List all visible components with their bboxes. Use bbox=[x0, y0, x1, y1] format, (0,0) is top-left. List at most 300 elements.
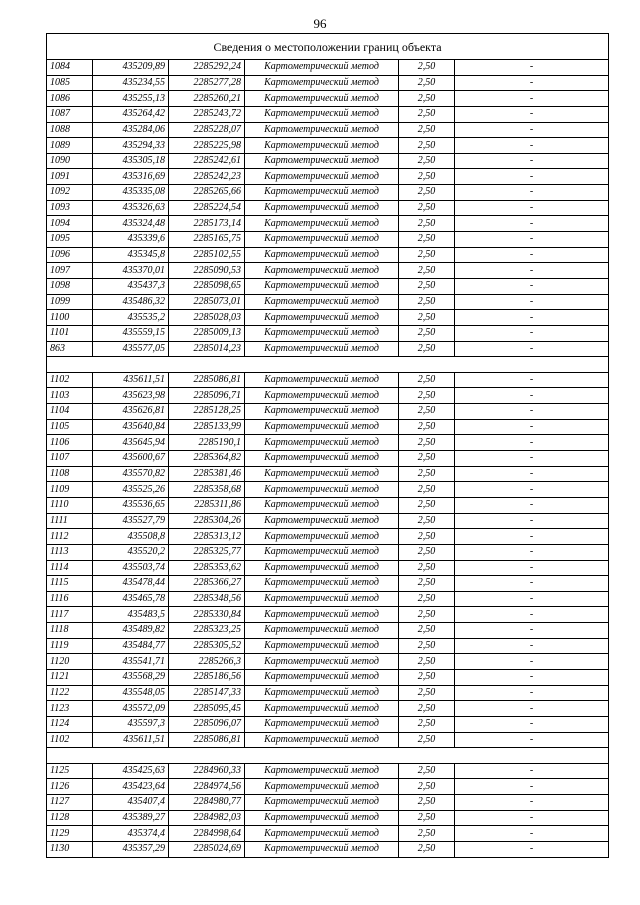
precision-cell: 2,50 bbox=[399, 325, 455, 341]
method-cell: Картометрический метод bbox=[245, 294, 399, 310]
description-cell: - bbox=[455, 576, 609, 592]
table-row bbox=[47, 576, 609, 592]
point-number-cell: 1088 bbox=[47, 122, 93, 138]
x-coordinate-cell: 435316,69 bbox=[93, 169, 169, 185]
x-coordinate-cell: 435597,3 bbox=[93, 716, 169, 732]
y-coordinate-cell: 2285381,46 bbox=[169, 466, 245, 482]
point-number-cell: 1101 bbox=[47, 325, 93, 341]
precision-cell: 2,50 bbox=[399, 310, 455, 326]
point-number-cell: 1089 bbox=[47, 138, 93, 154]
x-coordinate-cell: 435255,13 bbox=[93, 91, 169, 107]
x-coordinate-cell: 435264,42 bbox=[93, 106, 169, 122]
y-coordinate-cell: 2285096,71 bbox=[169, 388, 245, 404]
table-row bbox=[47, 200, 609, 216]
table-row bbox=[47, 810, 609, 826]
method-cell: Картометрический метод bbox=[245, 529, 399, 545]
description-cell: - bbox=[455, 247, 609, 263]
precision-cell: 2,50 bbox=[399, 623, 455, 639]
x-coordinate-cell: 435284,06 bbox=[93, 122, 169, 138]
description-cell: - bbox=[455, 716, 609, 732]
precision-cell: 2,50 bbox=[399, 716, 455, 732]
precision-cell: 2,50 bbox=[399, 842, 455, 858]
method-cell: Картометрический метод bbox=[245, 513, 399, 529]
point-number-cell: 1090 bbox=[47, 153, 93, 169]
method-cell: Картометрический метод bbox=[245, 200, 399, 216]
point-number-cell: 1084 bbox=[47, 60, 93, 76]
point-number-cell: 1113 bbox=[47, 544, 93, 560]
precision-cell: 2,50 bbox=[399, 810, 455, 826]
x-coordinate-cell: 435611,51 bbox=[93, 372, 169, 388]
table-row bbox=[47, 497, 609, 513]
precision-cell: 2,50 bbox=[399, 294, 455, 310]
method-cell: Картометрический метод bbox=[245, 607, 399, 623]
table-row bbox=[47, 372, 609, 388]
x-coordinate-cell: 435425,63 bbox=[93, 763, 169, 779]
precision-cell: 2,50 bbox=[399, 638, 455, 654]
precision-cell: 2,50 bbox=[399, 75, 455, 91]
table-row bbox=[47, 310, 609, 326]
table-row bbox=[47, 779, 609, 795]
method-cell: Картометрический метод bbox=[245, 122, 399, 138]
table-row bbox=[47, 341, 609, 357]
x-coordinate-cell: 435570,82 bbox=[93, 466, 169, 482]
precision-cell: 2,50 bbox=[399, 685, 455, 701]
description-cell: - bbox=[455, 544, 609, 560]
table-row bbox=[47, 278, 609, 294]
method-cell: Картометрический метод bbox=[245, 576, 399, 592]
method-cell: Картометрический метод bbox=[245, 325, 399, 341]
group-separator-cell bbox=[47, 357, 609, 373]
table-row bbox=[47, 591, 609, 607]
precision-cell: 2,50 bbox=[399, 216, 455, 232]
table-row bbox=[47, 842, 609, 858]
x-coordinate-cell: 435478,44 bbox=[93, 576, 169, 592]
y-coordinate-cell: 2285330,84 bbox=[169, 607, 245, 623]
table-row bbox=[47, 732, 609, 748]
y-coordinate-cell: 2285014,23 bbox=[169, 341, 245, 357]
method-cell: Картометрический метод bbox=[245, 654, 399, 670]
precision-cell: 2,50 bbox=[399, 591, 455, 607]
method-cell: Картометрический метод bbox=[245, 138, 399, 154]
x-coordinate-cell: 435489,82 bbox=[93, 623, 169, 639]
method-cell: Картометрический метод bbox=[245, 544, 399, 560]
description-cell: - bbox=[455, 294, 609, 310]
method-cell: Картометрический метод bbox=[245, 216, 399, 232]
table-row bbox=[47, 716, 609, 732]
description-cell: - bbox=[455, 200, 609, 216]
y-coordinate-cell: 2285277,28 bbox=[169, 75, 245, 91]
table-row bbox=[47, 654, 609, 670]
point-number-cell: 1126 bbox=[47, 779, 93, 795]
table-row bbox=[47, 153, 609, 169]
precision-cell: 2,50 bbox=[399, 60, 455, 76]
point-number-cell: 1116 bbox=[47, 591, 93, 607]
precision-cell: 2,50 bbox=[399, 435, 455, 451]
point-number-cell: 1124 bbox=[47, 716, 93, 732]
table-title-row bbox=[47, 34, 609, 60]
precision-cell: 2,50 bbox=[399, 388, 455, 404]
description-cell: - bbox=[455, 607, 609, 623]
point-number-cell: 1118 bbox=[47, 623, 93, 639]
method-cell: Картометрический метод bbox=[245, 247, 399, 263]
point-number-cell: 1122 bbox=[47, 685, 93, 701]
description-cell: - bbox=[455, 451, 609, 467]
x-coordinate-cell: 435503,74 bbox=[93, 560, 169, 576]
method-cell: Картометрический метод bbox=[245, 278, 399, 294]
x-coordinate-cell: 435357,29 bbox=[93, 842, 169, 858]
table-body bbox=[47, 34, 609, 858]
description-cell: - bbox=[455, 232, 609, 248]
description-cell: - bbox=[455, 701, 609, 717]
point-number-cell: 1114 bbox=[47, 560, 93, 576]
table-row bbox=[47, 701, 609, 717]
description-cell: - bbox=[455, 106, 609, 122]
x-coordinate-cell: 435335,08 bbox=[93, 185, 169, 201]
y-coordinate-cell: 2285024,69 bbox=[169, 842, 245, 858]
method-cell: Картометрический метод bbox=[245, 153, 399, 169]
y-coordinate-cell: 2285353,62 bbox=[169, 560, 245, 576]
method-cell: Картометрический метод bbox=[245, 623, 399, 639]
description-cell: - bbox=[455, 669, 609, 685]
point-number-cell: 1128 bbox=[47, 810, 93, 826]
table-row bbox=[47, 795, 609, 811]
x-coordinate-cell: 435465,78 bbox=[93, 591, 169, 607]
y-coordinate-cell: 2285009,13 bbox=[169, 325, 245, 341]
point-number-cell: 1115 bbox=[47, 576, 93, 592]
precision-cell: 2,50 bbox=[399, 779, 455, 795]
x-coordinate-cell: 435209,89 bbox=[93, 60, 169, 76]
x-coordinate-cell: 435486,32 bbox=[93, 294, 169, 310]
point-number-cell: 1102 bbox=[47, 732, 93, 748]
x-coordinate-cell: 435626,81 bbox=[93, 404, 169, 420]
table-row bbox=[47, 482, 609, 498]
y-coordinate-cell: 2285325,77 bbox=[169, 544, 245, 560]
table-row bbox=[47, 75, 609, 91]
method-cell: Картометрический метод bbox=[245, 482, 399, 498]
y-coordinate-cell: 2285098,65 bbox=[169, 278, 245, 294]
method-cell: Картометрический метод bbox=[245, 842, 399, 858]
table-row bbox=[47, 122, 609, 138]
page-number: 96 bbox=[313, 16, 327, 31]
description-cell: - bbox=[455, 278, 609, 294]
y-coordinate-cell: 2284960,33 bbox=[169, 763, 245, 779]
precision-cell: 2,50 bbox=[399, 482, 455, 498]
description-cell: - bbox=[455, 732, 609, 748]
table-row bbox=[47, 623, 609, 639]
table-row bbox=[47, 404, 609, 420]
precision-cell: 2,50 bbox=[399, 560, 455, 576]
precision-cell: 2,50 bbox=[399, 466, 455, 482]
point-number-cell: 1087 bbox=[47, 106, 93, 122]
point-number-cell: 1098 bbox=[47, 278, 93, 294]
description-cell: - bbox=[455, 122, 609, 138]
point-number-cell: 863 bbox=[47, 341, 93, 357]
y-coordinate-cell: 2285265,66 bbox=[169, 185, 245, 201]
method-cell: Картометрический метод bbox=[245, 732, 399, 748]
precision-cell: 2,50 bbox=[399, 576, 455, 592]
description-cell: - bbox=[455, 60, 609, 76]
description-cell: - bbox=[455, 779, 609, 795]
x-coordinate-cell: 435484,77 bbox=[93, 638, 169, 654]
precision-cell: 2,50 bbox=[399, 138, 455, 154]
description-cell: - bbox=[455, 75, 609, 91]
x-coordinate-cell: 435294,33 bbox=[93, 138, 169, 154]
y-coordinate-cell: 2285311,86 bbox=[169, 497, 245, 513]
method-cell: Картометрический метод bbox=[245, 795, 399, 811]
method-cell: Картометрический метод bbox=[245, 75, 399, 91]
y-coordinate-cell: 2285090,53 bbox=[169, 263, 245, 279]
x-coordinate-cell: 435577,05 bbox=[93, 341, 169, 357]
method-cell: Картометрический метод bbox=[245, 591, 399, 607]
precision-cell: 2,50 bbox=[399, 607, 455, 623]
point-number-cell: 1108 bbox=[47, 466, 93, 482]
description-cell: - bbox=[455, 685, 609, 701]
precision-cell: 2,50 bbox=[399, 341, 455, 357]
precision-cell: 2,50 bbox=[399, 701, 455, 717]
point-number-cell: 1100 bbox=[47, 310, 93, 326]
method-cell: Картометрический метод bbox=[245, 91, 399, 107]
description-cell: - bbox=[455, 623, 609, 639]
y-coordinate-cell: 2285224,54 bbox=[169, 200, 245, 216]
precision-cell: 2,50 bbox=[399, 232, 455, 248]
precision-cell: 2,50 bbox=[399, 763, 455, 779]
table-row bbox=[47, 388, 609, 404]
y-coordinate-cell: 2285266,3 bbox=[169, 654, 245, 670]
table-row bbox=[47, 466, 609, 482]
method-cell: Картометрический метод bbox=[245, 435, 399, 451]
x-coordinate-cell: 435520,2 bbox=[93, 544, 169, 560]
x-coordinate-cell: 435423,64 bbox=[93, 779, 169, 795]
x-coordinate-cell: 435324,48 bbox=[93, 216, 169, 232]
precision-cell: 2,50 bbox=[399, 654, 455, 670]
y-coordinate-cell: 2285313,12 bbox=[169, 529, 245, 545]
method-cell: Картометрический метод bbox=[245, 763, 399, 779]
description-cell: - bbox=[455, 497, 609, 513]
precision-cell: 2,50 bbox=[399, 419, 455, 435]
table-row bbox=[47, 247, 609, 263]
precision-cell: 2,50 bbox=[399, 185, 455, 201]
precision-cell: 2,50 bbox=[399, 372, 455, 388]
y-coordinate-cell: 2284982,03 bbox=[169, 810, 245, 826]
x-coordinate-cell: 435640,84 bbox=[93, 419, 169, 435]
description-cell: - bbox=[455, 591, 609, 607]
precision-cell: 2,50 bbox=[399, 669, 455, 685]
y-coordinate-cell: 2285173,14 bbox=[169, 216, 245, 232]
point-number-cell: 1111 bbox=[47, 513, 93, 529]
table-row bbox=[47, 826, 609, 842]
method-cell: Картометрический метод bbox=[245, 106, 399, 122]
method-cell: Картометрический метод bbox=[245, 388, 399, 404]
table-row bbox=[47, 216, 609, 232]
table-row bbox=[47, 451, 609, 467]
method-cell: Картометрический метод bbox=[245, 372, 399, 388]
description-cell: - bbox=[455, 654, 609, 670]
description-cell: - bbox=[455, 388, 609, 404]
x-coordinate-cell: 435374,4 bbox=[93, 826, 169, 842]
point-number-cell: 1125 bbox=[47, 763, 93, 779]
description-cell: - bbox=[455, 325, 609, 341]
method-cell: Картометрический метод bbox=[245, 263, 399, 279]
table-row bbox=[47, 325, 609, 341]
method-cell: Картометрический метод bbox=[245, 826, 399, 842]
method-cell: Картометрический метод bbox=[245, 451, 399, 467]
description-cell: - bbox=[455, 310, 609, 326]
x-coordinate-cell: 435483,5 bbox=[93, 607, 169, 623]
point-number-cell: 1091 bbox=[47, 169, 93, 185]
y-coordinate-cell: 2285028,03 bbox=[169, 310, 245, 326]
description-cell: - bbox=[455, 169, 609, 185]
method-cell: Картометрический метод bbox=[245, 669, 399, 685]
x-coordinate-cell: 435536,65 bbox=[93, 497, 169, 513]
table-row bbox=[47, 685, 609, 701]
y-coordinate-cell: 2285292,24 bbox=[169, 60, 245, 76]
table-row bbox=[47, 669, 609, 685]
x-coordinate-cell: 435568,29 bbox=[93, 669, 169, 685]
table-row bbox=[47, 263, 609, 279]
x-coordinate-cell: 435572,09 bbox=[93, 701, 169, 717]
table-row bbox=[47, 232, 609, 248]
description-cell: - bbox=[455, 842, 609, 858]
y-coordinate-cell: 2285186,56 bbox=[169, 669, 245, 685]
x-coordinate-cell: 435600,67 bbox=[93, 451, 169, 467]
y-coordinate-cell: 2284980,77 bbox=[169, 795, 245, 811]
y-coordinate-cell: 2285304,26 bbox=[169, 513, 245, 529]
point-number-cell: 1130 bbox=[47, 842, 93, 858]
description-cell: - bbox=[455, 372, 609, 388]
method-cell: Картометрический метод bbox=[245, 779, 399, 795]
table-title: Сведения о местоположении границ объекта bbox=[47, 34, 609, 60]
x-coordinate-cell: 435305,18 bbox=[93, 153, 169, 169]
y-coordinate-cell: 2285095,45 bbox=[169, 701, 245, 717]
y-coordinate-cell: 2285242,61 bbox=[169, 153, 245, 169]
y-coordinate-cell: 2285323,25 bbox=[169, 623, 245, 639]
x-coordinate-cell: 435527,79 bbox=[93, 513, 169, 529]
point-number-cell: 1123 bbox=[47, 701, 93, 717]
point-number-cell: 1121 bbox=[47, 669, 93, 685]
precision-cell: 2,50 bbox=[399, 247, 455, 263]
description-cell: - bbox=[455, 435, 609, 451]
description-cell: - bbox=[455, 138, 609, 154]
method-cell: Картометрический метод bbox=[245, 560, 399, 576]
point-number-cell: 1097 bbox=[47, 263, 93, 279]
y-coordinate-cell: 2285190,1 bbox=[169, 435, 245, 451]
description-cell: - bbox=[455, 560, 609, 576]
table-row bbox=[47, 169, 609, 185]
table-row bbox=[47, 294, 609, 310]
table-row bbox=[47, 435, 609, 451]
x-coordinate-cell: 435389,27 bbox=[93, 810, 169, 826]
description-cell: - bbox=[455, 513, 609, 529]
group-separator-cell bbox=[47, 748, 609, 764]
description-cell: - bbox=[455, 216, 609, 232]
point-number-cell: 1120 bbox=[47, 654, 93, 670]
y-coordinate-cell: 2285305,52 bbox=[169, 638, 245, 654]
x-coordinate-cell: 435623,98 bbox=[93, 388, 169, 404]
precision-cell: 2,50 bbox=[399, 106, 455, 122]
point-number-cell: 1109 bbox=[47, 482, 93, 498]
description-cell: - bbox=[455, 638, 609, 654]
precision-cell: 2,50 bbox=[399, 732, 455, 748]
method-cell: Картометрический метод bbox=[245, 169, 399, 185]
method-cell: Картометрический метод bbox=[245, 232, 399, 248]
table-row bbox=[47, 529, 609, 545]
precision-cell: 2,50 bbox=[399, 122, 455, 138]
y-coordinate-cell: 2285225,98 bbox=[169, 138, 245, 154]
x-coordinate-cell: 435559,15 bbox=[93, 325, 169, 341]
precision-cell: 2,50 bbox=[399, 91, 455, 107]
method-cell: Картометрический метод bbox=[245, 185, 399, 201]
table-row bbox=[47, 763, 609, 779]
precision-cell: 2,50 bbox=[399, 513, 455, 529]
point-number-cell: 1093 bbox=[47, 200, 93, 216]
precision-cell: 2,50 bbox=[399, 278, 455, 294]
precision-cell: 2,50 bbox=[399, 451, 455, 467]
precision-cell: 2,50 bbox=[399, 497, 455, 513]
point-number-cell: 1119 bbox=[47, 638, 93, 654]
description-cell: - bbox=[455, 763, 609, 779]
x-coordinate-cell: 435339,6 bbox=[93, 232, 169, 248]
description-cell: - bbox=[455, 263, 609, 279]
y-coordinate-cell: 2285133,99 bbox=[169, 419, 245, 435]
precision-cell: 2,50 bbox=[399, 169, 455, 185]
point-number-cell: 1095 bbox=[47, 232, 93, 248]
method-cell: Картометрический метод bbox=[245, 310, 399, 326]
point-number-cell: 1085 bbox=[47, 75, 93, 91]
point-number-cell: 1103 bbox=[47, 388, 93, 404]
table-row bbox=[47, 607, 609, 623]
point-number-cell: 1110 bbox=[47, 497, 93, 513]
y-coordinate-cell: 2284974,56 bbox=[169, 779, 245, 795]
point-number-cell: 1117 bbox=[47, 607, 93, 623]
method-cell: Картометрический метод bbox=[245, 60, 399, 76]
method-cell: Картометрический метод bbox=[245, 419, 399, 435]
point-number-cell: 1112 bbox=[47, 529, 93, 545]
boundary-coordinates-table bbox=[46, 33, 609, 858]
y-coordinate-cell: 2285366,27 bbox=[169, 576, 245, 592]
point-number-cell: 1099 bbox=[47, 294, 93, 310]
x-coordinate-cell: 435508,8 bbox=[93, 529, 169, 545]
precision-cell: 2,50 bbox=[399, 263, 455, 279]
method-cell: Картометрический метод bbox=[245, 685, 399, 701]
table-row bbox=[47, 560, 609, 576]
table-row bbox=[47, 138, 609, 154]
description-cell: - bbox=[455, 91, 609, 107]
x-coordinate-cell: 435234,55 bbox=[93, 75, 169, 91]
table-row bbox=[47, 91, 609, 107]
y-coordinate-cell: 2285228,07 bbox=[169, 122, 245, 138]
description-cell: - bbox=[455, 795, 609, 811]
precision-cell: 2,50 bbox=[399, 153, 455, 169]
method-cell: Картометрический метод bbox=[245, 638, 399, 654]
description-cell: - bbox=[455, 185, 609, 201]
y-coordinate-cell: 2285364,82 bbox=[169, 451, 245, 467]
y-coordinate-cell: 2285260,21 bbox=[169, 91, 245, 107]
precision-cell: 2,50 bbox=[399, 200, 455, 216]
y-coordinate-cell: 2285096,07 bbox=[169, 716, 245, 732]
point-number-cell: 1096 bbox=[47, 247, 93, 263]
precision-cell: 2,50 bbox=[399, 795, 455, 811]
point-number-cell: 1107 bbox=[47, 451, 93, 467]
y-coordinate-cell: 2285073,01 bbox=[169, 294, 245, 310]
table-row bbox=[47, 544, 609, 560]
precision-cell: 2,50 bbox=[399, 826, 455, 842]
x-coordinate-cell: 435645,94 bbox=[93, 435, 169, 451]
y-coordinate-cell: 2285128,25 bbox=[169, 404, 245, 420]
description-cell: - bbox=[455, 153, 609, 169]
point-number-cell: 1102 bbox=[47, 372, 93, 388]
x-coordinate-cell: 435611,51 bbox=[93, 732, 169, 748]
point-number-cell: 1104 bbox=[47, 404, 93, 420]
